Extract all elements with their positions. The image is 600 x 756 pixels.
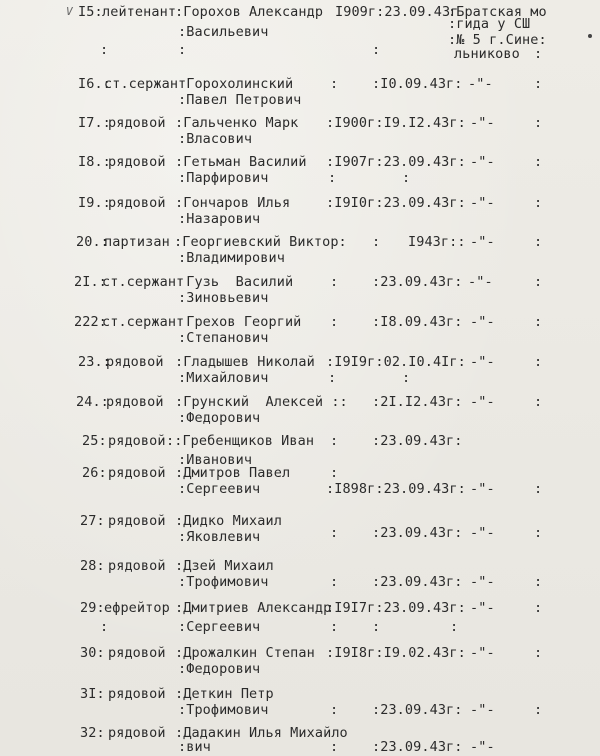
entry-rank: рядовой <box>108 195 166 211</box>
column-separator: : <box>330 525 339 541</box>
entry-patronymic: :Сергеевич <box>178 619 261 635</box>
entry-burial: -"- <box>468 274 493 290</box>
column-separator: : <box>100 42 109 58</box>
column-separator: : <box>100 619 109 635</box>
entry-birth-death: :I900г:I9.I2.43г: <box>326 115 466 131</box>
entry-surname-name: :Гладышев Николай <box>175 354 315 370</box>
column-separator: : <box>330 314 339 330</box>
entry-patronymic: :Парфирович <box>178 170 269 186</box>
entry-patronymic: :Владимирович <box>178 250 285 266</box>
column-separator: : <box>534 702 543 718</box>
column-separator: : <box>330 76 339 92</box>
entry-surname-name: :Грунский Алексей :: <box>175 394 348 410</box>
entry-number: 29: <box>80 600 105 616</box>
column-separator: : <box>534 645 543 661</box>
entry-surname-name: :Дмитров Павел <box>175 465 291 481</box>
entry-burial-line-1: :Братская мо <box>448 4 547 20</box>
entry-birth-death: :I8.09.43г: <box>372 314 463 330</box>
column-separator: : <box>330 739 339 755</box>
entry-birth-death: :23.09.43г: <box>372 574 463 590</box>
column-separators: : : <box>328 370 411 386</box>
column-separator: : <box>534 195 543 211</box>
column-separator: : <box>450 619 459 635</box>
entry-number: 20.: <box>76 234 109 250</box>
entry-patronymic: :Назарович <box>178 211 261 227</box>
entry-birth-death: I909г:23.09.43г <box>335 4 459 20</box>
entry-burial: -"- <box>470 481 495 497</box>
entry-burial: -"- <box>470 739 495 755</box>
entry-number: 24.: <box>76 394 109 410</box>
entry-rank: лейтенант <box>102 4 177 20</box>
entry-rank: рядовой <box>106 354 164 370</box>
entry-surname-name: :Гальченко Марк <box>175 115 299 131</box>
entry-patronymic: :Иванович <box>178 452 253 468</box>
entry-rank: ефрейтор <box>104 600 170 616</box>
entry-surname-name: :Дрожалкин Степан <box>175 645 315 661</box>
entry-surname-name: :Дзей Михаил <box>175 558 274 574</box>
entry-birth-death: :23.09.43г: <box>372 702 463 718</box>
entry-birth-death: :I9I8г:I9.02.43г: <box>326 645 466 661</box>
entry-number: I6.: <box>78 76 111 92</box>
entry-rank: рядовой <box>108 725 166 741</box>
entry-surname-name: ::Гребенщиков Иван <box>166 433 315 449</box>
entry-rank: рядовой <box>108 645 166 661</box>
column-separator: : <box>534 46 543 62</box>
column-separator: : <box>534 574 543 590</box>
entry-rank: рядовой <box>108 154 166 170</box>
entry-burial: -"- <box>470 314 495 330</box>
entry-burial: -"- <box>470 154 495 170</box>
entry-number: I7.: <box>78 115 111 131</box>
column-separator: : <box>330 465 339 481</box>
entry-birth-death: I943г:: <box>408 234 466 250</box>
entry-burial: -"- <box>470 394 495 410</box>
entry-number: 23.: <box>78 354 111 370</box>
entry-rank: рядовой <box>108 433 166 449</box>
entry-surname-name: :Деткин Петр <box>175 686 274 702</box>
entry-rank: рядовой <box>106 394 164 410</box>
entry-number: 2I.: <box>74 274 107 290</box>
entry-burial: -"- <box>470 354 495 370</box>
entry-number: 25: <box>82 433 107 449</box>
entry-burial: -"- <box>470 702 495 718</box>
entry-burial: -"- <box>470 115 495 131</box>
column-separators: : : <box>328 170 411 186</box>
entry-rank: рядовой <box>108 558 166 574</box>
column-separator: : <box>534 314 543 330</box>
entry-number: 3I: <box>80 686 105 702</box>
entry-birth-death: :I907г:23.09.43г: <box>326 154 466 170</box>
entry-rank: ст.сержант <box>104 76 187 92</box>
entry-patronymic: :Трофимович <box>178 574 269 590</box>
column-separator: : <box>534 234 543 250</box>
column-separator: : <box>534 76 543 92</box>
entry-surname-name: :Дадакин Илья Михайло <box>175 725 348 741</box>
entry-birth-death: :2I.I2.43г: <box>372 394 463 410</box>
entry-patronymic: :Федорович <box>178 661 261 677</box>
entry-birth-death: :I0.09.43г: <box>372 76 463 92</box>
entry-burial: -"- <box>470 525 495 541</box>
entry-surname-name: :Дмитриев Александр <box>175 600 332 616</box>
entry-patronymic: :Павел Петрович <box>178 92 302 108</box>
entry-patronymic: :вич <box>178 739 211 755</box>
column-separator: : <box>330 574 339 590</box>
entry-number: 28: <box>80 558 105 574</box>
entry-surname-name: :Горохов Александр <box>175 4 324 20</box>
entry-patronymic: :Трофимович <box>178 702 269 718</box>
entry-number: I8.: <box>78 154 111 170</box>
entry-birth-death: :23.09.43г: <box>372 274 463 290</box>
column-separator: : <box>534 115 543 131</box>
entry-number: I9.: <box>78 195 111 211</box>
entry-surname-name: :Гончаров Илья <box>175 195 291 211</box>
column-separator: : <box>534 354 543 370</box>
column-separator: : <box>372 42 381 58</box>
entry-burial-line-2: :гида у СШ <box>448 16 531 32</box>
entry-surname-name: Грехов Георгий <box>178 314 302 330</box>
entry-birth-death: :I9I0г:23.09.43г: <box>326 195 466 211</box>
column-separator: : <box>372 619 381 635</box>
entry-rank: ст.сержант <box>102 274 185 290</box>
entry-burial: -"- <box>468 76 493 92</box>
entry-patronymic: :Зиновьевич <box>178 290 269 306</box>
entry-patronymic: :Сергеевич <box>178 481 261 497</box>
entry-burial: -"- <box>470 195 495 211</box>
entry-birth-death: :I9I7г:23.09.43г: <box>326 600 466 616</box>
column-separator: : <box>178 42 187 58</box>
column-separator: : <box>330 433 339 449</box>
column-separator: : <box>534 525 543 541</box>
entry-rank: рядовой <box>108 686 166 702</box>
column-separator: : <box>330 619 339 635</box>
entry-patronymic: :Васильевич <box>178 24 269 40</box>
entry-patronymic: :Федорович <box>178 410 261 426</box>
entry-burial-line-3: :№ 5 г.Сине: <box>448 32 547 48</box>
column-separator: : <box>534 154 543 170</box>
entry-number: 27: <box>80 513 105 529</box>
entry-birth-death: :23.09.43г: <box>372 433 463 449</box>
entry-rank: партизан <box>104 234 170 250</box>
entry-rank: ст.сержант <box>102 314 185 330</box>
entry-number: 26: <box>82 465 107 481</box>
entry-surname-name: Гузь Василий <box>178 274 294 290</box>
entry-number: 32: <box>80 725 105 741</box>
entry-number: I5: <box>78 4 103 20</box>
entry-burial-line-4: льниково <box>454 46 520 62</box>
entry-birth-death: :23.09.43г: <box>372 525 463 541</box>
entry-patronymic: :Власович <box>178 131 253 147</box>
entry-patronymic: :Михайлович <box>178 370 269 386</box>
entry-birth-death: :I898г:23.09.43г: <box>326 481 466 497</box>
entry-burial: -"- <box>470 574 495 590</box>
column-separator: : <box>534 481 543 497</box>
paper-speck <box>588 34 592 38</box>
entry-burial: -"- <box>470 234 495 250</box>
entry-surname-name: :Гетьман Василий <box>175 154 307 170</box>
margin-check-mark: V <box>66 5 73 18</box>
entry-surname-name: Горохолинский <box>178 76 294 92</box>
entry-rank: рядовой <box>108 513 166 529</box>
entry-patronymic: :Яковлевич <box>178 529 261 545</box>
entry-patronymic: :Степанович <box>178 330 269 346</box>
entry-number: 222: <box>74 314 107 330</box>
entry-birth-death: :I9I9г:02.I0.4Iг: <box>326 354 466 370</box>
entry-surname-name: :Георгиевский Виктор: <box>174 234 347 250</box>
column-separator: : <box>534 394 543 410</box>
column-separator: : <box>330 702 339 718</box>
entry-burial: -"- <box>470 600 495 616</box>
entry-rank: рядовой <box>108 465 166 481</box>
entry-rank: рядовой <box>108 115 166 131</box>
entry-burial: -"- <box>470 645 495 661</box>
column-separator: : <box>534 600 543 616</box>
column-separator: : <box>330 274 339 290</box>
entry-number: 30: <box>80 645 105 661</box>
entry-birth-death: :23.09.43г: <box>372 739 463 755</box>
entry-surname-name: :Дидко Михаил <box>175 513 282 529</box>
column-separator: : <box>534 274 543 290</box>
column-separator: : <box>372 234 381 250</box>
